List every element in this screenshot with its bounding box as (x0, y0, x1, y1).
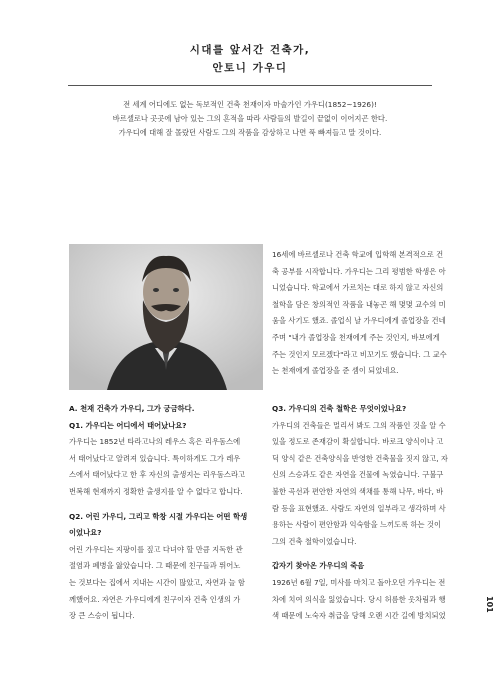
section-title: 갑자기 찾아온 가우디의 죽음 (272, 561, 365, 571)
answer-line: 있을 정도로 존재감이 확실합니다. 바로크 양식이나 고 (272, 437, 444, 447)
body-line: 16세에 바르셀로나 건축 학교에 입학해 본격적으로 건 (272, 250, 444, 259)
intro-paragraph (60, 98, 440, 140)
answer-line: 그의 건축 철학이었습니다. (272, 536, 357, 546)
answer-line: 는 것보다는 집에서 지내는 시간이 많았고, 자연과 늘 함 (69, 577, 245, 587)
body-line: 주며 "내가 졸업장을 천재에게 주는 것인지, 바보에게 (272, 332, 440, 342)
answer-line: 딕 양식 같은 건축양식을 반영한 건축물을 짓지 않고, 자 (272, 453, 448, 463)
question-2: Q2. 어린 가우디, 그리고 학창 시절 가우디는 어떤 학생 (69, 511, 248, 521)
body-line: 축 공부를 시작합니다. 가우디는 그리 평범한 학생은 아 (272, 266, 446, 276)
section-title: A. 천재 건축가 가우디, 그가 궁금하다. (69, 404, 195, 413)
body-line: 1926년 6월 7일, 미사를 마치고 돌아오던 가우디는 전 (272, 577, 446, 587)
answer-line: 절염과 폐병을 앓았습니다. 그 때문에 친구들과 뛰어노 (69, 561, 241, 571)
gaudi-portrait-photo (69, 244, 263, 390)
answer-line: 스에서 태어났다고 한 후 자신의 출생지는 리우돔스라고 (69, 470, 246, 480)
answer-line: 용하는 사람이 편안함과 익숙함을 느끼도록 하는 것이 (272, 520, 441, 530)
biography-column (272, 247, 447, 380)
page-number: 101 (485, 596, 494, 613)
answer-line: 어린 가우디는 지팡이를 짚고 다녀야 할 만큼 지독한 관 (69, 544, 243, 554)
intro-line: 바르셀로나 곳곳에 남아 있는 그의 흔적을 따라 사람들의 발길이 끝없이 이어지곤 한다. (112, 114, 388, 123)
body-line: 니었습니다. 학교에서 가르치는 대로 하지 않고 자신의 (272, 283, 444, 293)
answer-line: 번복해 현재까지 정확한 출생지를 알 수 없다고 합니다. (69, 486, 243, 496)
answer-line: 신의 스승과도 같은 자연을 건물에 녹였습니다. 구불구 (272, 470, 444, 480)
intro-line: 가우디에 대해 잘 몰랐던 사람도 그의 작품을 감상하고 나면 푹 빠져들고 말 것이다. (118, 128, 382, 137)
answer-line: 람 등을 표현했죠. 사람도 자연의 일부라고 생각하며 사 (272, 503, 446, 513)
question-3: Q3. 가우디의 건축 철학은 무엇이었나요? (272, 404, 407, 413)
body-line: 철학을 담은 창의적인 작품을 내놓곤 해 몇몇 교수의 미 (272, 299, 446, 309)
body-line: 는 천재에게 졸업장을 준 셈이 되었네요. (272, 366, 399, 376)
qa-left-column (69, 401, 247, 625)
question-2: 이었나요? (69, 528, 102, 538)
body-line: 움을 사기도 했죠. 졸업식 날 가우디에게 졸업장을 건네 (272, 316, 446, 326)
title-divider (68, 85, 432, 86)
answer-line: 장 큰 스승이 됩니다. (69, 611, 135, 621)
answer-line: 서 태어났다고 알려져 있습니다. 특이하게도 그가 레우 (69, 453, 241, 463)
answer-line: 불한 곡선과 편안한 자연의 색채를 통해 나무, 바다, 바 (272, 486, 444, 496)
title-line-2: 안토니 가우디 (212, 62, 288, 74)
qa-right-column (272, 401, 448, 625)
body-line: 색 때문에 노숙자 취급을 당해 오랜 시간 길에 방치되었 (272, 611, 446, 621)
answer-line: 가우디는 1852년 타라고나의 레우스 혹은 리우돔스에 (69, 437, 241, 447)
body-line: 주는 것인지 모르겠다"라고 비꼬기도 했습니다. 그 교수 (272, 349, 447, 359)
title-line-1: 시대를 앞서간 건축가, (189, 44, 311, 56)
question-1: Q1. 가우디는 어디에서 태어났나요? (69, 420, 187, 430)
answer-line: 께했어요. 자연은 가우디에게 친구이자 건축 인생의 가 (69, 594, 241, 604)
intro-line: 전 세계 어디에도 없는 독보적인 건축 천재이자 마술가인 가우디(1852~1926)! (123, 100, 377, 109)
answer-line: 가우디의 건축들은 멀리서 봐도 그의 작품인 것을 알 수 (272, 420, 446, 430)
body-line: 차에 치여 의식을 잃었습니다. 당시 허름한 옷차림과 행 (272, 594, 446, 604)
